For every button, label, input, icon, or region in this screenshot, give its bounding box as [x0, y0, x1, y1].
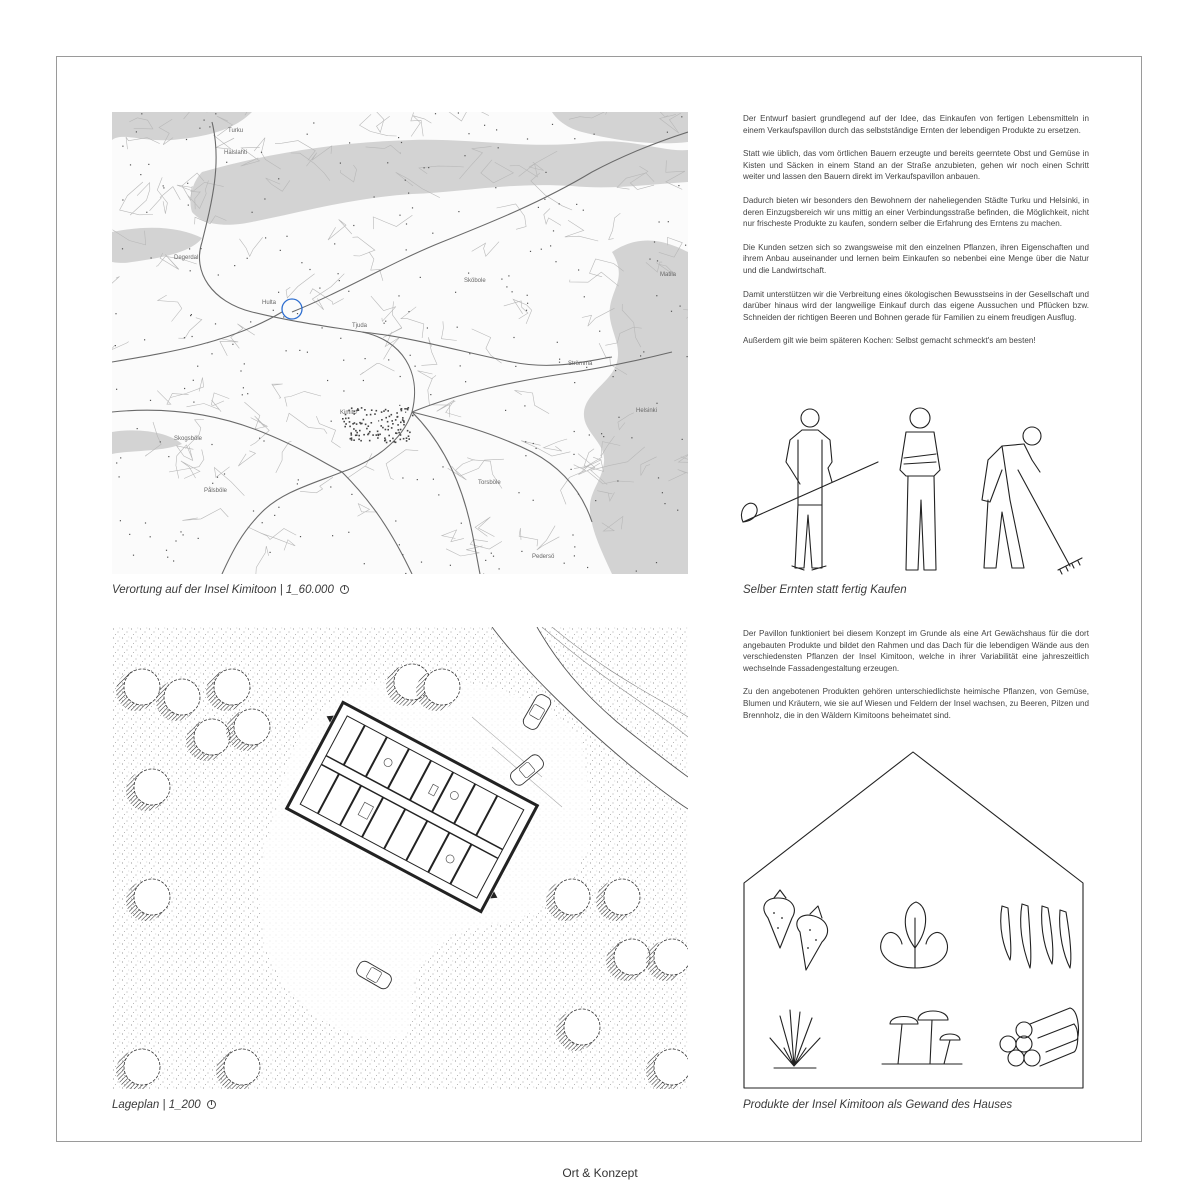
place-label: Helsinki [636, 408, 658, 414]
concept-text [743, 113, 1089, 359]
mushrooms-icon [882, 1011, 962, 1064]
tree-canopy [164, 679, 200, 715]
map-drawing [112, 112, 688, 574]
place-label: Pedersö [532, 554, 555, 560]
place-label: Tjuda [352, 323, 368, 329]
north-arrow-icon [340, 585, 349, 594]
farmer-with-shovel-icon [741, 409, 878, 570]
place-label: Degerdal [174, 255, 199, 261]
paragraph: Der Entwurf basiert grundlegend auf der Idee, das Einkaufen von fertigen Lebensmitteln in einem Verkaufspavillon durch das selbstständige Ernten der lebendigen Produkte zu ersetzen. [743, 114, 1089, 135]
place-label: Kimito [340, 410, 357, 416]
location-map [112, 112, 688, 574]
north-arrow-icon [207, 1100, 216, 1109]
tree-canopy [654, 1049, 688, 1085]
tree-canopy [214, 669, 250, 705]
paragraph: Statt wie üblich, das vom örtlichen Bauern erzeugte und bereits geerntete Obst und Gemüse in Kisten und Säcken in einem Stand an der Straße anzubieten, gehen wir noch einen Schritt weiter und lassen den Bauern direkt im Verkaufspavillon anbauen. [743, 149, 1089, 182]
site-plan [112, 627, 688, 1089]
paragraph: Die Kunden setzen sich so zwangsweise mit den einzelnen Pflanzen, ihren Eigenschaften und ihrem Anbau auseinander und lernen beim Einkaufen so nebenbei eine Menge über die Natur und die Landwirtschaft. [743, 242, 1089, 275]
paragraph: Der Pavillon funktioniert bei diesem Konzept im Grunde als eine Art Gewächshaus für die dort angebauten Produkte und bildet den Rahmen und das Dach für die lebendigen Wände aus den verschiedensten Pflanzen der Insel Kimitoon, welche in ihrer Variabilität eine jahreszeitlich wechselnde Fassadengestaltung erzeugen. [743, 629, 1089, 673]
paragraph: Damit unterstützen wir die Verbreitung eines ökologischen Bewusstseins in der Gesellschaft und darüber hinaus wird der langweilige Einkauf durch das eigene Aussuchen und Pflücken bzw. Schneiden der richtigen Beeren und Bohnen gerade für Familien zu einem freudigen Ausflug. [743, 289, 1089, 322]
tree-canopy [554, 879, 590, 915]
farmer-raking-icon [982, 427, 1082, 574]
site-plan-drawing [112, 627, 688, 1089]
map-caption [112, 584, 349, 596]
tree-canopy [654, 939, 688, 975]
lettuce-icon [881, 902, 948, 968]
tree-canopy [124, 669, 160, 705]
place-label: Torsböle [478, 480, 501, 486]
place-label: Skogsböle [174, 436, 203, 442]
tree-canopy [424, 669, 460, 705]
tree-canopy [564, 1009, 600, 1045]
place-label: Pålsböle [204, 488, 228, 494]
tree-canopy [134, 879, 170, 915]
place-label: Turku [228, 128, 244, 134]
house-outline [744, 752, 1083, 1088]
paragraph: Außerdem gilt wie beim späteren Kochen: Selbst gemacht schmeckt's am besten! [743, 336, 1036, 346]
tree-canopy [194, 719, 230, 755]
tree-canopy [224, 1049, 260, 1085]
place-label: Strömma [568, 361, 593, 367]
pavilion-text [743, 628, 1089, 733]
figures-caption: Selber Ernten statt fertig Kaufen [743, 584, 907, 596]
tree-canopy [124, 1049, 160, 1085]
harvest-figures [740, 400, 1085, 578]
place-label: Hulta [262, 300, 277, 306]
herbs-icon [770, 1010, 820, 1068]
strawberry-icon [764, 890, 828, 970]
map-caption-text: Verortung auf der Insel Kimitoon | 1_60.000 [112, 584, 334, 596]
site-plan-caption [112, 1099, 216, 1111]
place-label: Halslahti [224, 150, 248, 156]
tree-canopy [134, 769, 170, 805]
tree-canopy [604, 879, 640, 915]
tree-canopy [614, 939, 650, 975]
page-title: Ort & Konzept [562, 1166, 638, 1180]
place-label: Sköbole [464, 278, 486, 284]
site-plan-caption-text: Lageplan | 1_200 [112, 1099, 201, 1111]
house-products [740, 748, 1090, 1092]
place-label: Matila [660, 272, 677, 278]
paragraph: Dadurch bieten wir besonders den Bewohnern der naheliegenden Städte Turku und Helsinki, in deren Einzugsbereich wir uns mittig an einer Verbindungsstraße befinden, die Möglichkeit, nicht nur frischeste Produkte zu kaufen, sondern selber die Erfahrung des Erntens zu machen. [743, 195, 1089, 229]
farmer-arms-crossed-icon [900, 408, 940, 570]
water-areas [112, 112, 688, 574]
paragraph: Zu den angebotenen Produkten gehören unterschiedlichste heimische Pflanzen, von Gemüse, Blumen und Kräutern, wie sie auf Wiesen und Feldern der Insel wachsen, zu Beeren, Pilzen und Brennholz, die in den Wäldern Kimitoons beheimatet sind. [743, 687, 1089, 720]
beans-icon [1001, 904, 1071, 968]
firewood-icon [1000, 1008, 1078, 1066]
tree-canopy [234, 709, 270, 745]
house-caption: Produkte der Insel Kimitoon als Gewand des Hauses [743, 1099, 1013, 1111]
